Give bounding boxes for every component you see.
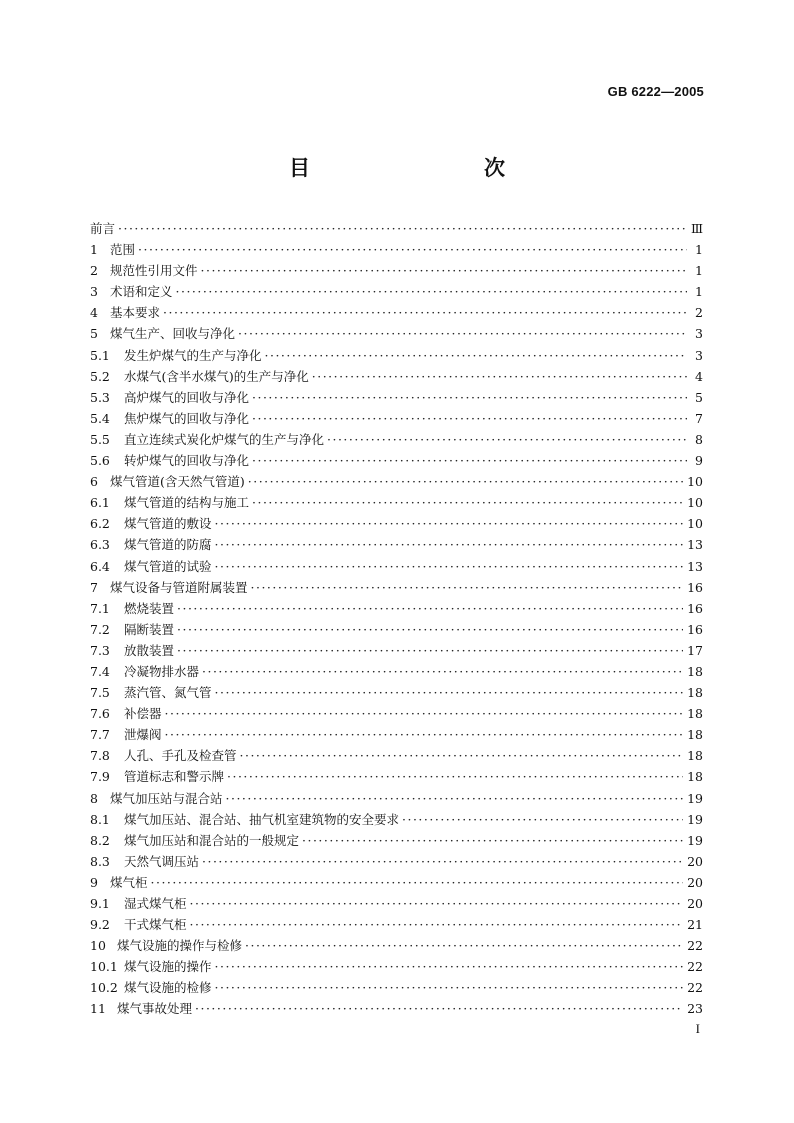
toc-entry-number: 8	[90, 790, 98, 806]
toc-entry[interactable]	[90, 873, 703, 894]
toc-entry-page: 4	[695, 368, 703, 384]
toc-dot-leader	[215, 516, 684, 531]
toc-entry[interactable]	[90, 915, 703, 936]
toc-entry-title: 煤气管道的敷设	[124, 516, 212, 532]
toc-entry-number: 9.2	[90, 917, 110, 933]
toc-entry-page: 19	[687, 811, 703, 827]
toc-entry-title: 蒸汽管、氮气管	[124, 685, 212, 701]
toc-entry[interactable]	[90, 472, 703, 493]
toc-entry-page: 21	[687, 917, 703, 933]
toc-entry-number: 2	[90, 263, 98, 279]
toc-entry-page: 1	[695, 242, 703, 258]
page-number: I	[695, 1021, 700, 1036]
toc-entry[interactable]	[90, 367, 703, 388]
toc-dot-leader	[202, 854, 683, 869]
toc-dot-leader	[177, 643, 683, 658]
toc-dot-leader	[190, 896, 684, 911]
toc-dot-leader	[215, 980, 684, 995]
toc-entry-page: 1	[695, 263, 703, 279]
toc-entry[interactable]	[90, 409, 703, 430]
toc-entry-title: 放散装置	[124, 642, 175, 658]
toc-entry-page: 18	[687, 727, 703, 743]
toc-entry-page: 19	[687, 790, 703, 806]
toc-entry-title: 煤气柜	[110, 874, 148, 890]
toc-entry-number: 10.2	[90, 980, 118, 996]
toc-entry-page: 5	[695, 389, 703, 405]
toc-entry-page: 16	[687, 621, 703, 637]
toc-entry[interactable]	[90, 810, 703, 831]
toc-entry[interactable]	[90, 894, 703, 915]
toc-entry-page: 22	[687, 980, 703, 996]
toc-entry-title: 煤气管道的结构与施工	[124, 495, 250, 511]
toc-entry[interactable]	[90, 999, 703, 1020]
toc-entry-number: 6	[90, 474, 98, 490]
toc-entry-page: 18	[687, 769, 703, 785]
toc-dot-leader	[226, 791, 684, 806]
toc-dot-leader	[190, 917, 684, 932]
toc-entry[interactable]	[90, 578, 703, 599]
toc-entry-number: 5.3	[90, 389, 110, 405]
toc-entry-page: 18	[687, 706, 703, 722]
toc-dot-leader	[245, 938, 683, 953]
toc-entry-number: 4	[90, 305, 98, 321]
toc-dot-leader	[163, 305, 687, 320]
toc-entry[interactable]	[90, 746, 703, 767]
toc-dot-leader	[265, 348, 687, 363]
toc-entry-number: 8.3	[90, 853, 110, 869]
toc-entry-title: 发生炉煤气的生产与净化	[124, 347, 262, 363]
toc-entry-title: 前言	[90, 221, 116, 236]
toc-dot-leader	[195, 1001, 683, 1016]
toc-entry-page: 8	[695, 431, 703, 447]
toc-dot-leader	[118, 221, 687, 236]
toc-entry[interactable]	[90, 535, 703, 556]
toc-dot-leader	[215, 959, 684, 974]
toc-entry-page: 10	[687, 474, 703, 490]
table-of-contents	[90, 219, 703, 1021]
toc-dot-leader	[302, 833, 683, 848]
toc-entry[interactable]	[90, 219, 703, 240]
toc-entry-page: 3	[695, 347, 703, 363]
toc-entry-title: 煤气生产、回收与净化	[110, 326, 236, 342]
toc-entry-title: 术语和定义	[110, 284, 173, 300]
toc-entry[interactable]	[90, 282, 703, 303]
toc-entry[interactable]	[90, 957, 703, 978]
toc-entry-page: 1	[695, 284, 703, 300]
toc-entry-title: 煤气管道(含天然气管道)	[110, 474, 245, 490]
toc-entry-number: 5.4	[90, 410, 110, 426]
toc-entry-page: 17	[687, 642, 703, 658]
toc-entry-number: 11	[90, 1001, 106, 1017]
toc-entry[interactable]	[90, 303, 703, 324]
toc-dot-leader	[165, 727, 684, 742]
toc-entry-page: 20	[687, 874, 703, 890]
toc-entry-title: 隔断装置	[124, 621, 175, 637]
toc-entry-page: 2	[695, 305, 703, 321]
toc-entry-title: 高炉煤气的回收与净化	[124, 389, 250, 405]
toc-dot-leader	[151, 875, 684, 890]
toc-entry-number: 6.4	[90, 558, 110, 574]
toc-entry-number: 8.1	[90, 811, 110, 827]
toc-dot-leader	[240, 748, 684, 763]
toc-entry-number: 6.1	[90, 495, 110, 511]
toc-entry-title: 煤气管道的防腐	[124, 537, 212, 553]
toc-entry-number: 5.6	[90, 453, 110, 469]
toc-entry-page: 13	[687, 537, 703, 553]
toc-dot-leader	[215, 537, 684, 552]
toc-entry-title: 煤气加压站和混合站的一般规定	[124, 832, 300, 848]
toc-entry[interactable]	[90, 789, 703, 810]
toc-dot-leader	[176, 284, 687, 299]
toc-entry[interactable]	[90, 557, 703, 578]
toc-entry-number: 7.9	[90, 769, 110, 785]
toc-entry-number: 5.1	[90, 347, 110, 363]
toc-entry-number: 7.4	[90, 663, 110, 679]
toc-entry[interactable]	[90, 451, 703, 472]
toc-entry[interactable]	[90, 767, 703, 788]
toc-entry-title: 干式煤气柜	[124, 917, 187, 933]
toc-entry-number: 7.3	[90, 642, 110, 658]
toc-entry-title: 范围	[110, 242, 136, 258]
toc-entry-title: 焦炉煤气的回收与净化	[124, 410, 250, 426]
toc-entry-number: 5	[90, 326, 98, 342]
toc-entry[interactable]	[90, 620, 703, 641]
toc-entry-page: 20	[687, 896, 703, 911]
toc-entry[interactable]	[90, 978, 703, 999]
toc-dot-leader	[252, 411, 687, 426]
toc-dot-leader	[177, 601, 683, 616]
toc-entry-title: 冷凝物排水器	[124, 663, 200, 679]
toc-entry-number: 7.8	[90, 748, 110, 764]
toc-entry-number: 7.6	[90, 706, 110, 722]
document-code: GB 6222—2005	[607, 84, 704, 99]
toc-entry-number: 1	[90, 242, 98, 258]
toc-entry-number: 7.1	[90, 600, 110, 616]
toc-entry-title: 补偿器	[124, 706, 162, 722]
toc-entry-number: 10	[90, 938, 106, 954]
toc-entry[interactable]	[90, 514, 703, 535]
toc-entry-page: 22	[687, 959, 703, 975]
toc-entry-number: 5.5	[90, 431, 110, 447]
toc-entry-number: 10.1	[90, 959, 118, 975]
toc-entry-page: 9	[695, 453, 703, 469]
toc-entry-title: 直立连续式炭化炉煤气的生产与净化	[124, 431, 325, 447]
toc-dot-leader	[201, 263, 687, 278]
toc-entry[interactable]	[90, 725, 703, 746]
toc-entry[interactable]	[90, 704, 703, 725]
toc-entry-page: 3	[695, 326, 703, 342]
toc-entry-title: 燃烧装置	[124, 600, 175, 616]
toc-entry-title: 煤气设备与管道附属装置	[110, 579, 248, 595]
toc-entry-title: 管道标志和警示牌	[124, 769, 225, 785]
toc-entry[interactable]	[90, 683, 703, 704]
toc-entry[interactable]	[90, 346, 703, 367]
toc-entry-number: 9.1	[90, 896, 110, 911]
toc-entry-page: 16	[687, 600, 703, 616]
toc-dot-leader	[227, 769, 683, 784]
toc-dot-leader	[402, 812, 683, 827]
toc-entry-title: 人孔、手孔及检查管	[124, 748, 237, 764]
toc-entry-page: 23	[687, 1001, 703, 1017]
toc-entry-title: 转炉煤气的回收与净化	[124, 453, 250, 469]
toc-dot-leader	[215, 559, 684, 574]
toc-entry-title: 煤气加压站与混合站	[110, 790, 223, 806]
toc-entry-title: 煤气加压站、混合站、抽气机室建筑物的安全要求	[124, 811, 400, 827]
toc-entry-page: Ⅲ	[690, 221, 703, 236]
toc-entry[interactable]	[90, 493, 703, 514]
toc-dot-leader	[238, 326, 687, 341]
toc-entry-page: 20	[687, 853, 703, 869]
toc-entry-page: 13	[687, 558, 703, 574]
toc-entry[interactable]	[90, 261, 703, 282]
toc-dot-leader	[138, 242, 687, 257]
toc-entry[interactable]	[90, 936, 703, 957]
toc-dot-leader	[312, 369, 687, 384]
toc-entry-number: 3	[90, 284, 98, 300]
toc-entry-number: 7.7	[90, 727, 110, 743]
toc-entry-title: 湿式煤气柜	[124, 896, 187, 911]
toc-entry[interactable]	[90, 324, 703, 345]
toc-entry-title: 水煤气(含半水煤气)的生产与净化	[124, 368, 309, 384]
toc-entry-page: 10	[687, 516, 703, 532]
toc-entry-title: 泄爆阀	[124, 727, 162, 743]
toc-entry-number: 6.2	[90, 516, 110, 532]
toc-dot-leader	[165, 706, 684, 721]
toc-entry-page: 18	[687, 685, 703, 701]
toc-entry-title: 煤气事故处理	[117, 1001, 193, 1017]
toc-entry-page: 10	[687, 495, 703, 511]
toc-dot-leader	[248, 474, 683, 489]
toc-entry[interactable]	[90, 599, 703, 620]
toc-entry-page: 18	[687, 748, 703, 764]
toc-dot-leader	[215, 685, 684, 700]
toc-entry-title: 煤气设施的检修	[124, 980, 212, 996]
toc-entry-title: 基本要求	[110, 305, 161, 321]
toc-entry-title: 天然气调压站	[124, 853, 200, 869]
toc-entry-title: 煤气设施的操作	[124, 959, 212, 975]
toc-entry-page: 19	[687, 832, 703, 848]
toc-dot-leader	[177, 622, 683, 637]
toc-entry-number: 7.5	[90, 685, 110, 701]
toc-entry[interactable]	[90, 240, 703, 261]
toc-entry-title: 规范性引用文件	[110, 263, 198, 279]
toc-entry-title: 煤气设施的操作与检修	[117, 938, 243, 954]
toc-entry-number: 7	[90, 579, 98, 595]
toc-entry-number: 6.3	[90, 537, 110, 553]
toc-entry-number: 7.2	[90, 621, 110, 637]
toc-entry[interactable]	[90, 388, 703, 409]
toc-dot-leader	[252, 495, 683, 510]
toc-entry[interactable]	[90, 641, 703, 662]
toc-entry-number: 9	[90, 874, 98, 890]
page-title: 目 次	[289, 156, 549, 180]
toc-entry[interactable]	[90, 831, 703, 852]
toc-entry-number: 5.2	[90, 368, 110, 384]
toc-entry-page: 7	[695, 410, 703, 426]
toc-dot-leader	[251, 580, 684, 595]
toc-dot-leader	[252, 390, 687, 405]
toc-entry-page: 22	[687, 938, 703, 954]
toc-entry[interactable]	[90, 852, 703, 873]
toc-dot-leader	[202, 664, 683, 679]
toc-entry-number: 8.2	[90, 832, 110, 848]
toc-entry-page: 18	[687, 663, 703, 679]
toc-entry[interactable]	[90, 430, 703, 451]
toc-entry[interactable]	[90, 662, 703, 683]
toc-dot-leader	[327, 432, 687, 447]
toc-dot-leader	[252, 453, 687, 468]
toc-entry-title: 煤气管道的试验	[124, 558, 212, 574]
toc-entry-page: 16	[687, 579, 703, 595]
